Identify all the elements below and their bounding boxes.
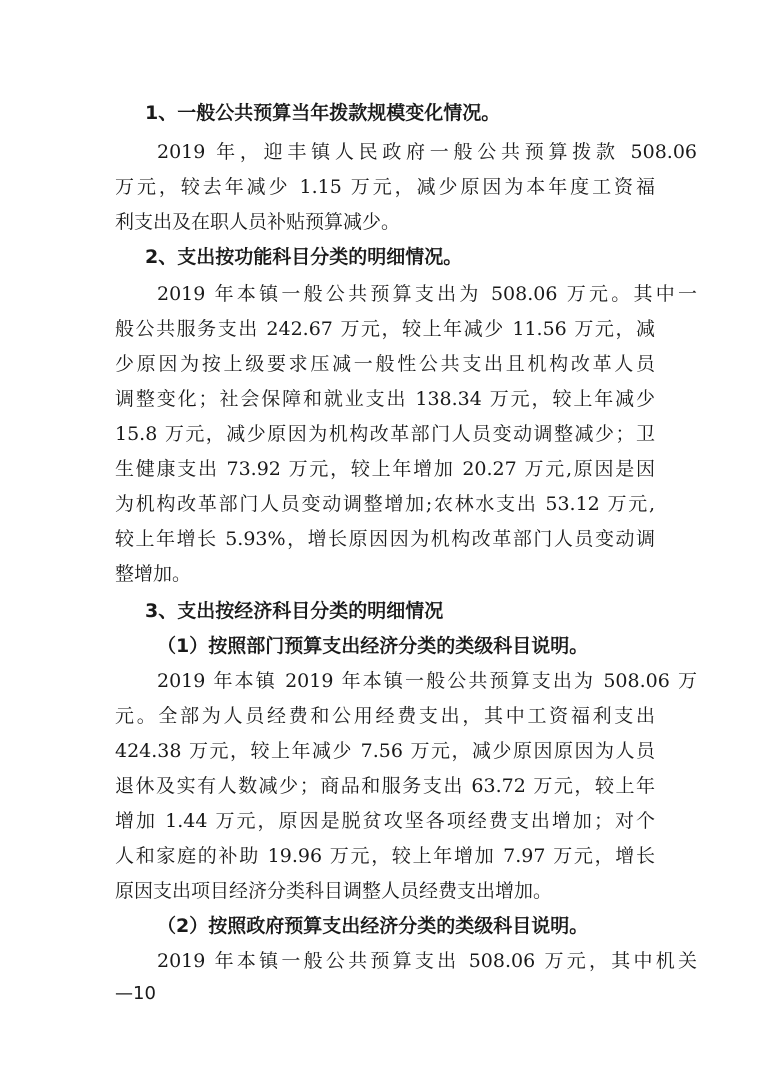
paragraph-line: 2019 年本镇 2019 年本镇一般公共预算支出为 508.06 万 bbox=[157, 670, 697, 692]
paragraph-line: 生健康支出 73.92 万元，较上年增加 20.27 万元,原因是因 bbox=[115, 458, 655, 480]
subsection-heading-2: （2）按照政府预算支出经济分类的类级科目说明。 bbox=[157, 915, 589, 937]
paragraph-line: 整增加。 bbox=[115, 563, 192, 585]
subsection-heading-1: （1）按照部门预算支出经济分类的类级科目说明。 bbox=[157, 635, 589, 657]
section-heading-2: 2、支出按功能科目分类的明细情况。 bbox=[145, 246, 463, 268]
paragraph-line: 元。全部为人员经费和公用经费支出，其中工资福利支出 bbox=[115, 705, 655, 727]
page-number: —10 bbox=[115, 983, 156, 1004]
paragraph-line: 424.38 万元，较上年减少 7.56 万元，减少原因原因为人员 bbox=[115, 740, 655, 762]
paragraph-line: 2019 年，迎丰镇人民政府一般公共预算拨款 508.06 bbox=[157, 141, 697, 163]
paragraph-line: 般公共服务支出 242.67 万元，较上年减少 11.56 万元，减 bbox=[115, 318, 655, 340]
paragraph-line: 2019 年本镇一般公共预算支出 508.06 万元，其中机关 bbox=[157, 950, 697, 972]
paragraph-line: 15.8 万元，减少原因为机构改革部门人员变动调整减少；卫 bbox=[115, 423, 655, 445]
paragraph-line: 调整变化；社会保障和就业支出 138.34 万元，较上年减少 bbox=[115, 388, 655, 410]
section-heading-1: 1、一般公共预算当年拨款规模变化情况。 bbox=[145, 102, 501, 124]
paragraph-line: 利支出及在职人员补贴预算减少。 bbox=[115, 211, 401, 233]
paragraph-line: 较上年增长 5.93%，增长原因因为机构改革部门人员变动调 bbox=[115, 528, 655, 550]
paragraph-line: 2019 年本镇一般公共预算支出为 508.06 万元。其中一 bbox=[157, 283, 697, 305]
paragraph-line: 少原因为按上级要求压减一般性公共支出且机构改革人员 bbox=[115, 353, 655, 375]
paragraph-line: 万元，较去年减少 1.15 万元，减少原因为本年度工资福 bbox=[115, 176, 655, 198]
section-heading-3: 3、支出按经济科目分类的明细情况 bbox=[145, 600, 444, 622]
paragraph-line: 为机构改革部门人员变动调整增加;农林水支出 53.12 万元, bbox=[115, 493, 655, 515]
paragraph-line: 退休及实有人数减少；商品和服务支出 63.72 万元，较上年 bbox=[115, 775, 655, 797]
paragraph-line: 增加 1.44 万元，原因是脱贫攻坚各项经费支出增加；对个 bbox=[115, 810, 655, 832]
paragraph-line: 原因支出项目经济分类科目调整人员经费支出增加。 bbox=[115, 880, 553, 902]
paragraph-line: 人和家庭的补助 19.96 万元，较上年增加 7.97 万元，增长 bbox=[115, 845, 655, 867]
